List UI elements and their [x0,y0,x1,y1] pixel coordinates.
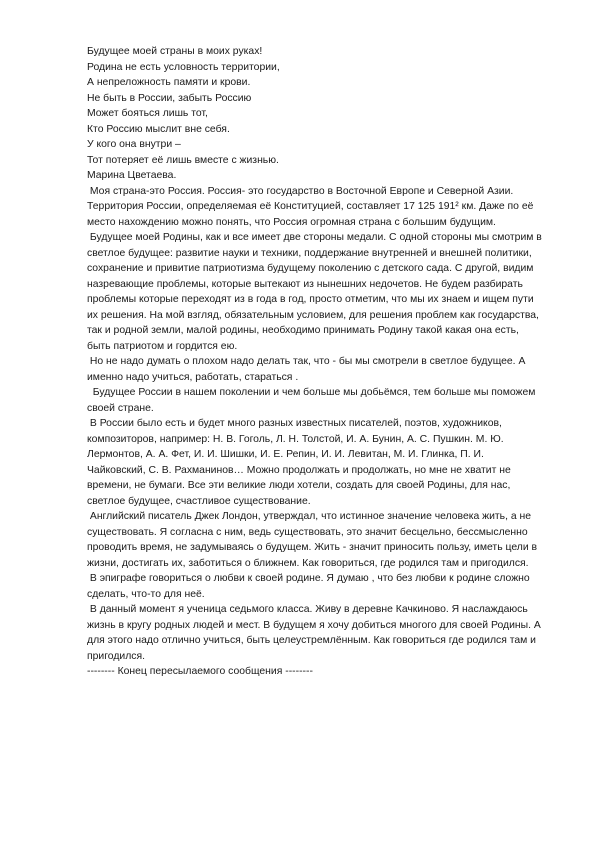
text-line: Не быть в России, забыть Россию [87,92,252,104]
text-line: У кого она внутри – [87,139,181,150]
text-line: Будущее моей страны в моих руках! [87,46,263,57]
text-line: Кто Россию мыслит вне себя. [87,123,230,135]
text-line: быть патриотом и гордится ею. [87,340,238,352]
text-line: Может бояться лишь тот, [87,108,208,119]
text-line: В эпиграфе говориться о любви к своей родине. Я думаю , что без любви к родине сложно [87,573,530,584]
text-line: для этого надо отлично учиться, быть целеустремлённым. Как говориться где родился там и [87,635,536,646]
text-line: -------- Конец пересылаемого сообщения -------- [87,666,313,677]
text-line: А непреложность памяти и крови. [87,77,251,88]
text-line: жизни, достигать их, заботиться о ближнем. Как говориться, где родился там и пригодился. [87,557,529,569]
text-line: Марина Цветаева. [87,170,177,181]
text-line: Лермонтов, А. А. Фет, И. И. Шишки, И. Е. Репин, И. И. Левитан, М. И. Глинка, П. И. [87,449,484,460]
text-line: своей стране. [87,402,154,414]
text-line: сделать, что-то для неё. [87,588,205,600]
text-line: Моя страна-это Россия. Россия- это государство в Восточной Европе и Северной Азии. [87,185,514,197]
text-line: их решения. На мой взгляд, обязательным условием, для решения проблем как государства, [87,309,539,321]
text-line: Тот потеряет её лишь вместе с жизнью. [87,154,279,166]
text-line: светлое будущее, счастливое существование. [87,495,311,507]
text-line: Будущее России в нашем поколении и чем больше мы добьёмся, тем больше мы поможем [87,387,536,398]
text-line: проблемы которые переходят из в года в год, просто отметим, что мы их знаем и ищем пути [87,294,534,305]
text-line: пригодился. [87,650,145,662]
document-text [87,44,557,680]
text-line: В данный момент я ученица седьмого класса. Живу в деревне Качкиново. Я наслаждаюсь [87,604,528,615]
text-line: назревающие проблемы, которые вытекают из нынешних недочетов. Не будем разбирать [87,278,523,290]
text-line: именно надо учиться, работать, стараться . [87,371,299,383]
text-line: времени, не бумаги. Все эти великие люди хотели, создать для своей Родины, для нас, [87,480,511,491]
text-line: так и родной земли, малой родины, необходимо принимать Родину такой какая она есть, [87,325,519,336]
text-line: существовать. Я согласна с ним, ведь существовать, это значит бесцельно, бессмысленно [87,526,528,538]
text-line: Будущее моей Родины, как и все имеет две стороны медали. С одной стороны мы смотрим в [87,232,542,243]
text-line: Чайковский, С. В. Рахманинов… Можно продолжать и продолжать, но мне не хватит не [87,464,511,476]
text-line: проводить время, не задумываясь о будущем. Жить - значит приносить пользу, иметь цели в [87,542,538,553]
text-line: жизнь в кругу родных людей и мест. В будущем я хочу добиться многого для своей Родины. А [87,619,541,631]
text-line: светлое будущее: развитие науки и техники, поддержание внутренней и внешней политики, [87,247,532,259]
text-line: В России было есть и будет много разных известных писателей, поэтов, художников, [87,418,502,429]
text-line: место нахождению можно понять, что Россия огромная страна с большим будущим. [87,216,496,228]
text-line: Родина не есть условность территории, [87,61,280,73]
text-line: Территория России, определяемая её Конституцией, составляет 17 125 191² км. Даже по её [87,201,534,212]
text-line: сохранение и привитие патриотизма будущему поколению с детского сада. С другой, видим [87,263,534,274]
text-line: Английский писатель Джек Лондон, утверждал, что истинное значение человека жить, а не [87,511,532,522]
text-line: Но не надо думать о плохом надо делать так, что - бы мы смотрели в светлое будущее. А [87,356,526,367]
text-line: композиторов, например: Н. В. Гоголь, Л. Н. Толстой, И. А. Бунин, А. С. Пушкин. М. Ю. [87,433,504,445]
